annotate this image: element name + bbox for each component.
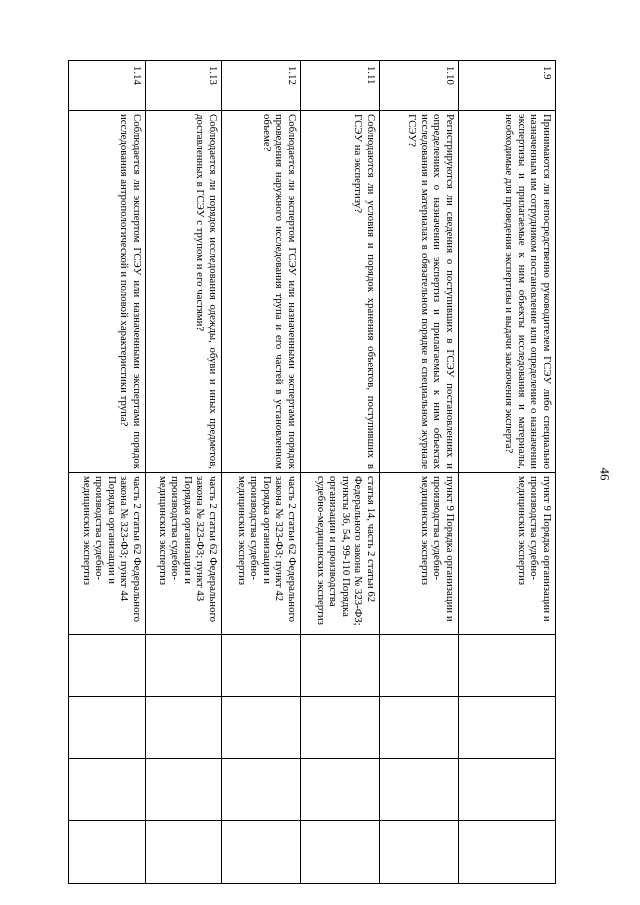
- empty-cell: [69, 697, 146, 759]
- empty-cell: [301, 697, 380, 759]
- question-cell: Соблюдается ли порядок исследования одежды, обуви и иных предметов, доставленных в ГСЭУ с трупом и его частями?: [146, 111, 222, 473]
- table-row: [459, 61, 556, 884]
- row-number: 1.10: [380, 61, 459, 111]
- empty-cell: [459, 759, 556, 821]
- empty-cell: [146, 821, 222, 884]
- question-cell: Соблюдается ли экспертом ГСЭУ или назначенными экспертами порядок исследования антропологической и половой характеристики трупа?: [69, 111, 146, 473]
- table-row: [380, 61, 459, 884]
- empty-cell: [301, 821, 380, 884]
- empty-cell: [69, 635, 146, 697]
- row-number: 1.13: [146, 61, 222, 111]
- table-row: [69, 61, 146, 884]
- basis-cell: пункт 9 Порядка организации и производства судебно-медицинских экспертиз: [459, 473, 556, 635]
- row-number: 1.12: [222, 61, 301, 111]
- empty-cell: [380, 697, 459, 759]
- basis-cell: часть 2 статьи 62 Федерального закона № 323-ФЗ; пункт 43 Порядка организации и производства судебно-медицинских экспертиз: [146, 473, 222, 635]
- question-cell: Соблюдается ли экспертом ГСЭУ или назначенными экспертами порядок проведения наружного исследования трупа и его частей в установленном объеме?: [222, 111, 301, 473]
- checklist-table: [68, 60, 556, 884]
- basis-cell: часть 2 статьи 62 Федерального закона № 323-ФЗ; пункт 42 Порядка организации и производства судебно-медицинских экспертиз: [222, 473, 301, 635]
- empty-cell: [380, 821, 459, 884]
- row-number: 1.14: [69, 61, 146, 111]
- question-cell: Соблюдаются ли условия и порядок хранения объектов, поступивших в ГСЭУ на экспертизу?: [301, 111, 380, 473]
- row-number: 1.9: [459, 61, 556, 111]
- empty-cell: [146, 635, 222, 697]
- question-cell: Принимаются ли непосредственно руководителем ГСЭУ либо специально назначенным им сотрудником постановление или определение о назначении экспертизы и прилагаемые к ним объекты исследования и материалы, необходимые для проведения экспертизы и выдачи заключения эксперта?: [459, 111, 556, 473]
- empty-cell: [222, 635, 301, 697]
- empty-cell: [222, 821, 301, 884]
- table-row: [301, 61, 380, 884]
- empty-cell: [301, 759, 380, 821]
- empty-cell: [459, 635, 556, 697]
- basis-cell: пункт 9 Порядка организации и производства судебно-медицинских экспертиз: [380, 473, 459, 635]
- empty-cell: [459, 697, 556, 759]
- empty-cell: [146, 759, 222, 821]
- empty-cell: [380, 759, 459, 821]
- empty-cell: [301, 635, 380, 697]
- table-row: [222, 61, 301, 884]
- empty-cell: [69, 821, 146, 884]
- question-cell: Регистрируются ли сведения о поступивших в ГСЭУ постановлениях и определениях о назначении экспертиз и прилагаемых к ним объектах исследования и материалах в обязательном порядке в специальном журнале ГСЭУ?: [380, 111, 459, 473]
- empty-cell: [222, 759, 301, 821]
- basis-cell: часть 2 статьи 62 Федерального закона № 323-ФЗ; пункт 44 Порядка организации и производства судебно-медицинских экспертиз: [69, 473, 146, 635]
- empty-cell: [146, 697, 222, 759]
- empty-cell: [459, 821, 556, 884]
- basis-cell: статья 14, часть 2 статьи 62 Федерального закона № 323-ФЗ; пункты 36, 54, 99-110 Порядка организации и производства судебно-медицинских экспертиз: [301, 473, 380, 635]
- rotated-table-container: [69, 60, 556, 883]
- empty-cell: [69, 759, 146, 821]
- empty-cell: [380, 635, 459, 697]
- row-number: 1.11: [301, 61, 380, 111]
- page-number: 46: [597, 467, 613, 481]
- empty-cell: [222, 697, 301, 759]
- table-row: [146, 61, 222, 884]
